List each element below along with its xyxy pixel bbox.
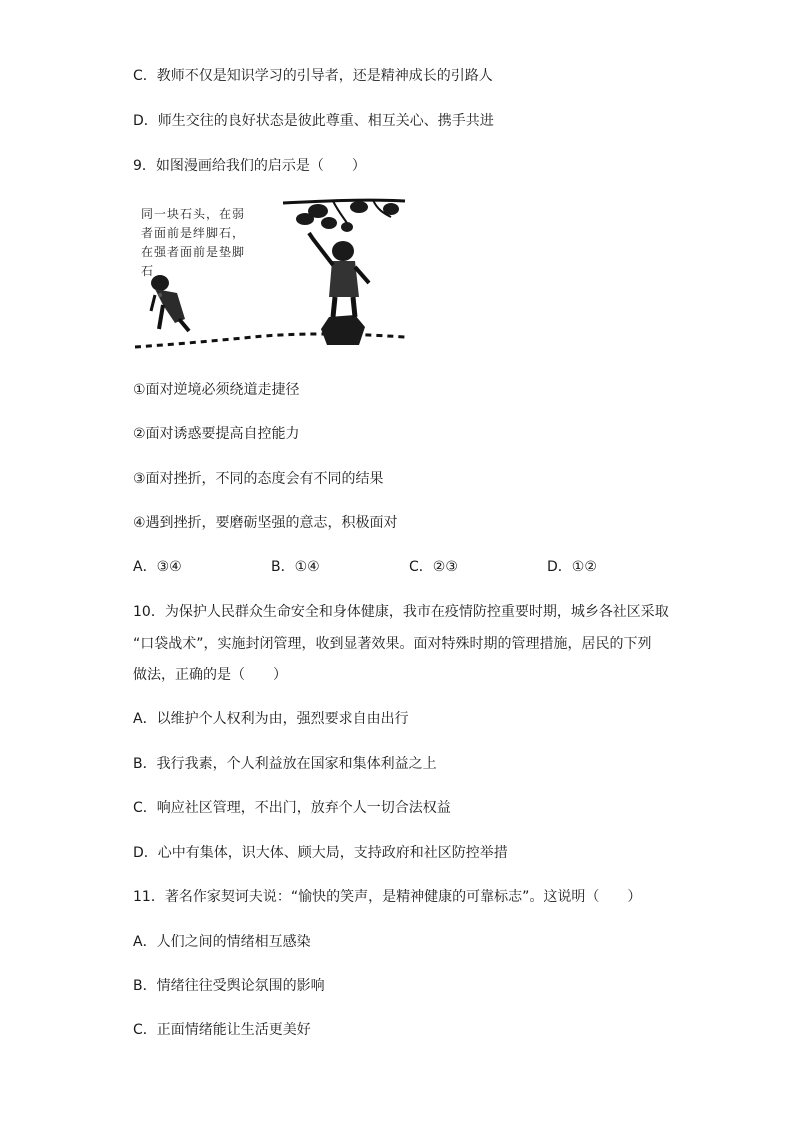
q9-statement-3: ③面对挫折，不同的态度会有不同的结果 [133,471,384,487]
line-q8d: D．师生交往的良好状态是彼此尊重、相互关心、携手共进 [133,113,494,129]
q9-statement-4: ④遇到挫折，要磨砺坚强的意志，积极面对 [133,515,398,531]
line-q8c: C．教师不仅是知识学习的引导者，还是精神成长的引路人 [133,68,493,84]
cartoon-drawing [133,197,408,353]
q9-option-c[interactable]: C．②③ [409,559,458,575]
question-10-stem-line-2: “口袋战术”，实施封闭管理，收到显著效果。面对特殊时期的管理措施，居民的下列 [133,636,652,652]
q9-option-d[interactable]: D．①② [547,559,597,575]
q11-option-b[interactable]: B．情绪往往受舆论氛围的影响 [133,978,325,994]
question-10-stem-line-1: 10．为保护人民群众生命安全和身体健康，我市在疫情防控重要时期，城乡各社区采取 [133,604,669,620]
question-11-stem: 11．著名作家契诃夫说：“愉快的笑声，是精神健康的可靠标志”。这说明（ ） [133,889,642,905]
q9-option-b[interactable]: B．①④ [271,559,320,575]
q10-option-c[interactable]: C．响应社区管理，不出门，放弃个人一切合法权益 [133,800,451,816]
q9-option-a[interactable]: A．③④ [133,559,182,575]
cartoon-caption: 同一块石头，在弱者面前是绊脚石，在强者面前是垫脚石 [141,207,246,278]
q9-options [133,557,633,577]
q9-statement-2: ②面对诱惑要提高自控能力 [133,426,300,442]
q10-option-d[interactable]: D．心中有集体，识大体、顾大局，支持政府和社区防控举措 [133,845,508,861]
q10-option-b[interactable]: B．我行我素，个人利益放在国家和集体利益之上 [133,756,437,772]
q11-option-c[interactable]: C．正面情绪能让生活更美好 [133,1022,311,1038]
question-10-stem-line-3: 做法，正确的是（ ） [133,667,287,683]
question-9-stem: 9．如图漫画给我们的启示是（ ） [133,158,366,174]
cartoon-illustration [133,197,408,353]
q11-option-a[interactable]: A．人们之间的情绪相互感染 [133,934,311,950]
q10-option-a[interactable]: A．以维护个人权利为由，强烈要求自由出行 [133,711,409,727]
q9-statement-1: ①面对逆境必须绕道走捷径 [133,382,300,398]
